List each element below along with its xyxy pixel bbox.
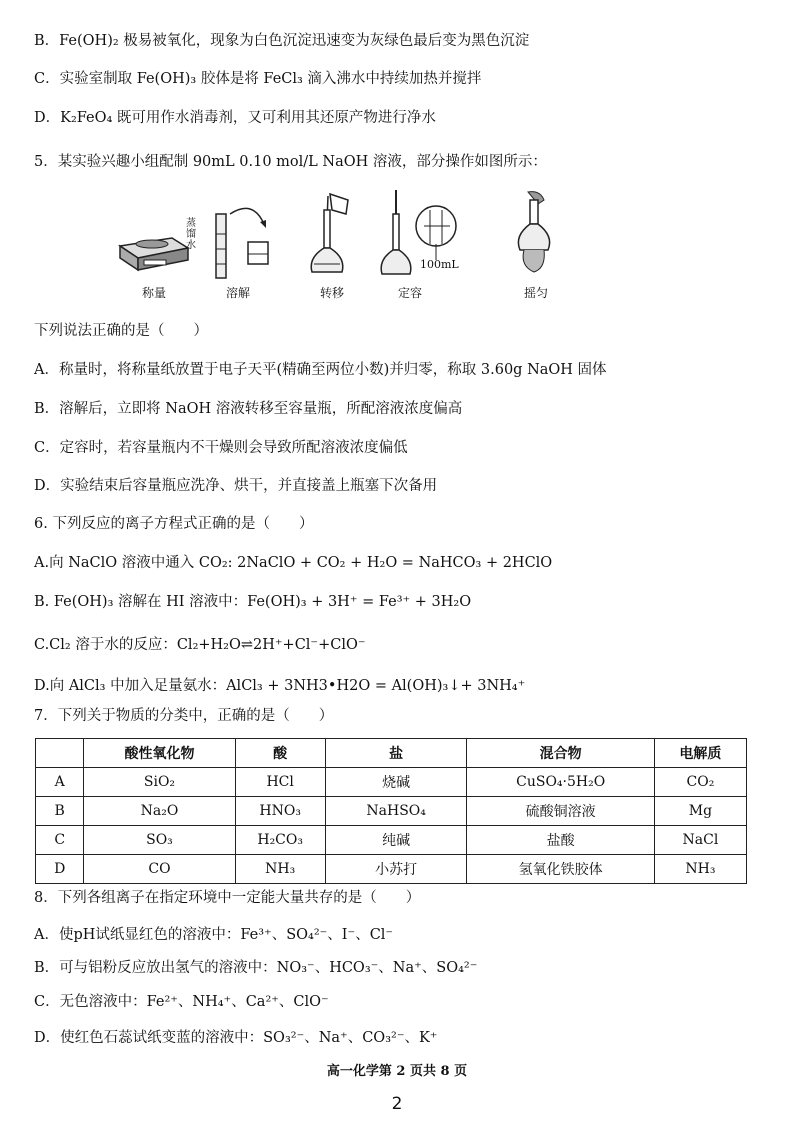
q5-option-a: A．称量时，将称量纸放置于电子天平(精确至两位小数)并归零，称取 3.60g NaOH 固体 (34, 362, 607, 378)
table-cell: Na₂O (84, 797, 235, 826)
q6-option-b: B. Fe(OH)₃ 溶解在 HI 溶液中：Fe(OH)₃ + 3H⁺ = Fe³⁺ + 3H₂O (34, 594, 472, 610)
table-header-cell: 混合物 (467, 739, 654, 768)
table-cell: SO₃ (84, 826, 235, 855)
q5-option-b: B．溶解后，立即将 NaOH 溶液转移至容量瓶，所配溶液浓度偏高 (34, 401, 463, 417)
q6-option-c: C.Cl₂ 溶于水的反应：Cl₂+H₂O⇌2H⁺+Cl⁻+ClO⁻ (34, 637, 366, 653)
question-7: 7．下列关于物质的分类中，正确的是（ ） (34, 708, 334, 724)
q8-option-b: B．可与铝粉反应放出氢气的溶液中：NO₃⁻、HCO₃⁻、Na⁺、SO₄²⁻ (34, 960, 478, 976)
table-header-cell: 酸 (235, 739, 325, 768)
table-cell: NH₃ (235, 855, 325, 884)
table-cell: HCl (235, 768, 325, 797)
table-header-cell: 盐 (325, 739, 467, 768)
table-cell: 烧碱 (325, 768, 467, 797)
page-number: 2 (391, 1094, 403, 1114)
table-cell: 硫酸铜溶液 (467, 797, 654, 826)
table-header-row (36, 739, 747, 768)
q5-option-d: D．实验结束后容量瓶应洗净、烘干，并直接盖上瓶塞下次备用 (34, 478, 438, 494)
table-cell: CO₂ (654, 768, 746, 797)
classification-table (35, 738, 747, 884)
table-cell: CO (84, 855, 235, 884)
caption-transfer: 转移 (319, 286, 344, 300)
table-cell: 氢氧化铁胶体 (467, 855, 654, 884)
dissolve-figure (198, 194, 278, 284)
q4-option-d: D．K₂FeO₄ 既可用作水消毒剂，又可利用其还原产物进行净水 (34, 110, 436, 126)
question-5: 5．某实验兴趣小组配制 90mL 0.10 mol/L NaOH 溶液，部分操作如图所示： (34, 154, 547, 170)
balance-figure (112, 208, 192, 278)
table-cell: A (36, 768, 84, 797)
transfer-figure (302, 188, 362, 283)
table-row (36, 826, 747, 855)
page-footer: 高一化学第 2 页共 8 页 (326, 1064, 468, 1079)
q4-option-c: C．实验室制取 Fe(OH)₃ 胶体是将 FeCl₃ 滴入沸水中持续加热并搅拌 (34, 71, 482, 87)
table-cell: Mg (654, 797, 746, 826)
caption-fix-volume: 定容 (397, 286, 422, 300)
caption-shake: 摇匀 (523, 286, 548, 300)
question-8: 8．下列各组离子在指定环境中一定能大量共存的是（ ） (34, 890, 421, 906)
volume-label: 100mL (420, 258, 459, 271)
table-header-cell: 酸性氧化物 (84, 739, 235, 768)
q8-option-d: D．使红色石蕊试纸变蓝的溶液中：SO₃²⁻、Na⁺、CO₃²⁻、K⁺ (34, 1030, 438, 1046)
table-cell: NH₃ (654, 855, 746, 884)
table-row (36, 797, 747, 826)
table-cell: NaHSO₄ (325, 797, 467, 826)
q4-option-b: B．Fe(OH)₂ 极易被氧化，现象为白色沉淀迅速变为灰绿色最后变为黑色沉淀 (34, 33, 530, 49)
q5-stem: 下列说法正确的是（ ） (34, 323, 208, 339)
table-cell: CuSO₄·5H₂O (467, 768, 654, 797)
table-row (36, 768, 747, 797)
table-cell: D (36, 855, 84, 884)
caption-weigh: 称量 (141, 286, 166, 300)
table-cell: C (36, 826, 84, 855)
q8-option-c: C．无色溶液中：Fe²⁺、NH₄⁺、Ca²⁺、ClO⁻ (34, 994, 329, 1010)
question-6: 6. 下列反应的离子方程式正确的是（ ） (34, 516, 314, 532)
table-header-cell: 电解质 (654, 739, 746, 768)
q6-option-a: A.向 NaClO 溶液中通入 CO₂: 2NaClO + CO₂ + H₂O = NaHCO₃ + 2HClO (34, 555, 553, 571)
table-cell: HNO₃ (235, 797, 325, 826)
water-label: 蒸馏水 (186, 218, 196, 251)
caption-dissolve: 溶解 (225, 286, 250, 300)
table-cell: 纯碱 (325, 826, 467, 855)
table-row (36, 855, 747, 884)
table-cell: NaCl (654, 826, 746, 855)
table-cell: H₂CO₃ (235, 826, 325, 855)
table-header-cell (36, 739, 84, 768)
lab-figures (90, 188, 610, 303)
shake-figure (510, 188, 560, 283)
table-cell: 小苏打 (325, 855, 467, 884)
table-cell: 盐酸 (467, 826, 654, 855)
q5-option-c: C．定容时，若容量瓶内不干燥则会导致所配溶液浓度偏低 (34, 440, 408, 456)
table-cell: B (36, 797, 84, 826)
q8-option-a: A．使pH试纸显红色的溶液中：Fe³⁺、SO₄²⁻、I⁻、Cl⁻ (34, 927, 394, 943)
table-cell: SiO₂ (84, 768, 235, 797)
q6-option-d: D.向 AlCl₃ 中加入足量氨水：AlCl₃ + 3NH3•H2O = Al(OH)₃↓+ 3NH₄⁺ (34, 678, 526, 694)
